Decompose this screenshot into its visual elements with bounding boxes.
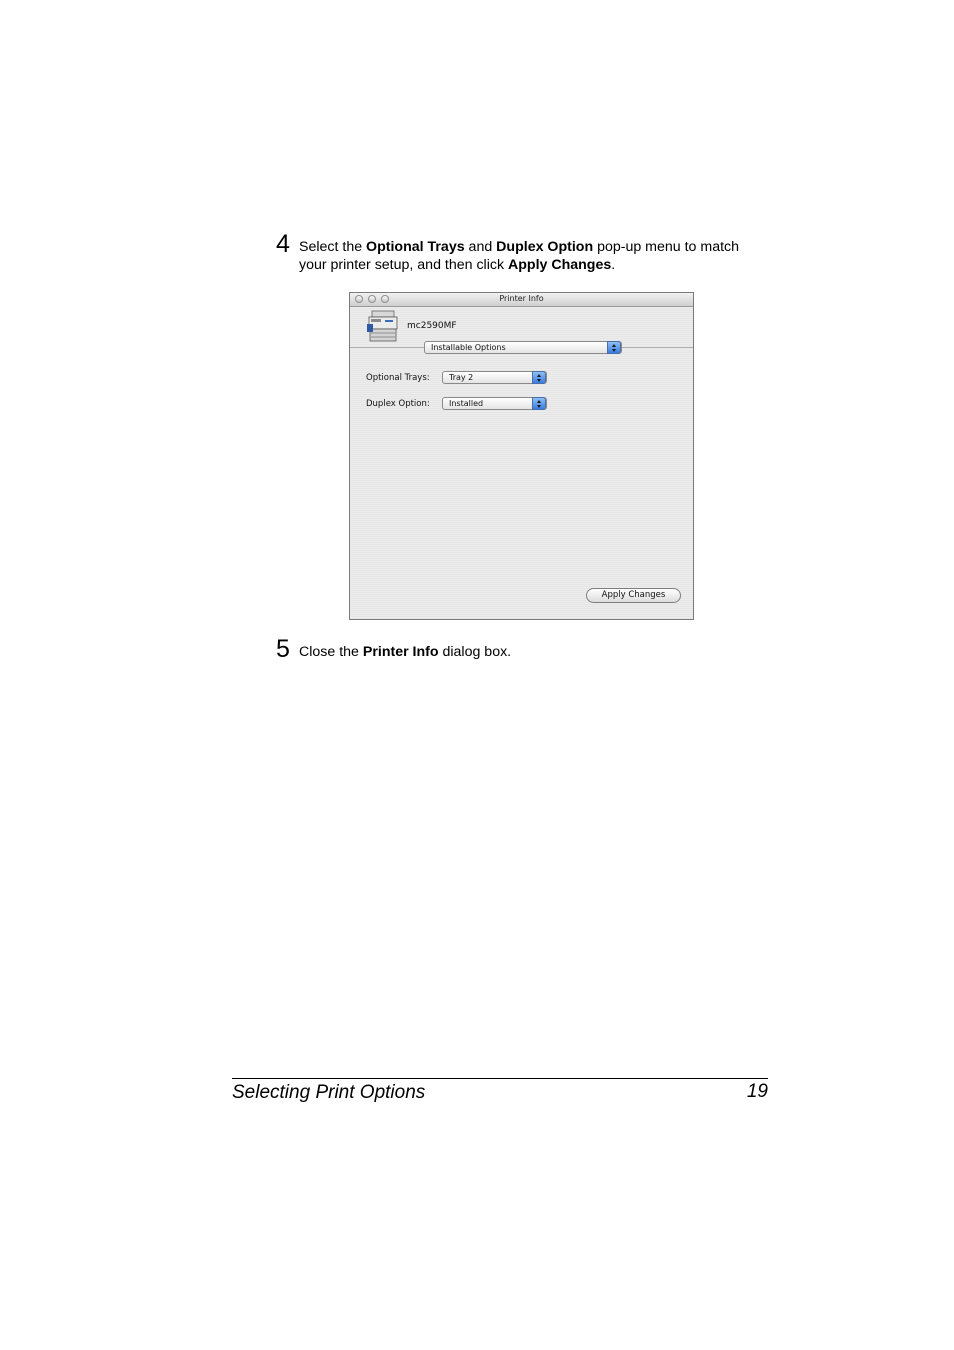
- step-number: 5: [276, 635, 290, 663]
- footer-rule: [232, 1078, 768, 1079]
- apply-changes-button[interactable]: Apply Changes: [586, 588, 681, 603]
- page-number: 19: [746, 1081, 768, 1102]
- section-popup-menu[interactable]: [424, 341, 622, 354]
- text-run: dialog box.: [438, 644, 512, 660]
- window-content: [350, 307, 693, 619]
- printer-icon: [366, 309, 400, 343]
- bold-term: Duplex Option: [496, 239, 594, 255]
- optional-trays-popup[interactable]: [442, 371, 547, 384]
- popup-arrows-icon: [532, 371, 546, 384]
- window-title: Printer Info: [499, 294, 544, 303]
- printer-name: mc2590MF: [407, 321, 457, 331]
- popup-value: Tray 2: [449, 373, 474, 382]
- step-instruction: [299, 643, 769, 661]
- popup-value: Installed: [449, 399, 484, 408]
- text-run: pop-up menu to match your printer setup, and then click: [299, 239, 740, 273]
- printer-info-window: [349, 292, 694, 620]
- title-bar[interactable]: [350, 293, 693, 307]
- popup-arrows-icon: [607, 341, 621, 354]
- popup-value: Installable Options: [431, 343, 506, 352]
- duplex-option-popup[interactable]: [442, 397, 547, 410]
- popup-arrows-icon: [532, 397, 546, 410]
- footer-section-title: Selecting Print Options: [232, 1082, 426, 1103]
- text-run: Close the: [299, 644, 363, 660]
- bold-term: Apply Changes: [507, 257, 612, 273]
- optional-trays-label: Optional Trays:: [366, 373, 430, 383]
- text-run: .: [611, 257, 616, 273]
- text-run: Select the: [299, 239, 367, 255]
- bold-term: Printer Info: [362, 644, 439, 660]
- bold-term: Optional Trays: [366, 239, 465, 255]
- step-number: 4: [276, 230, 290, 258]
- step-instruction: [299, 238, 769, 274]
- text-run: and: [464, 239, 497, 255]
- duplex-option-label: Duplex Option:: [366, 399, 430, 409]
